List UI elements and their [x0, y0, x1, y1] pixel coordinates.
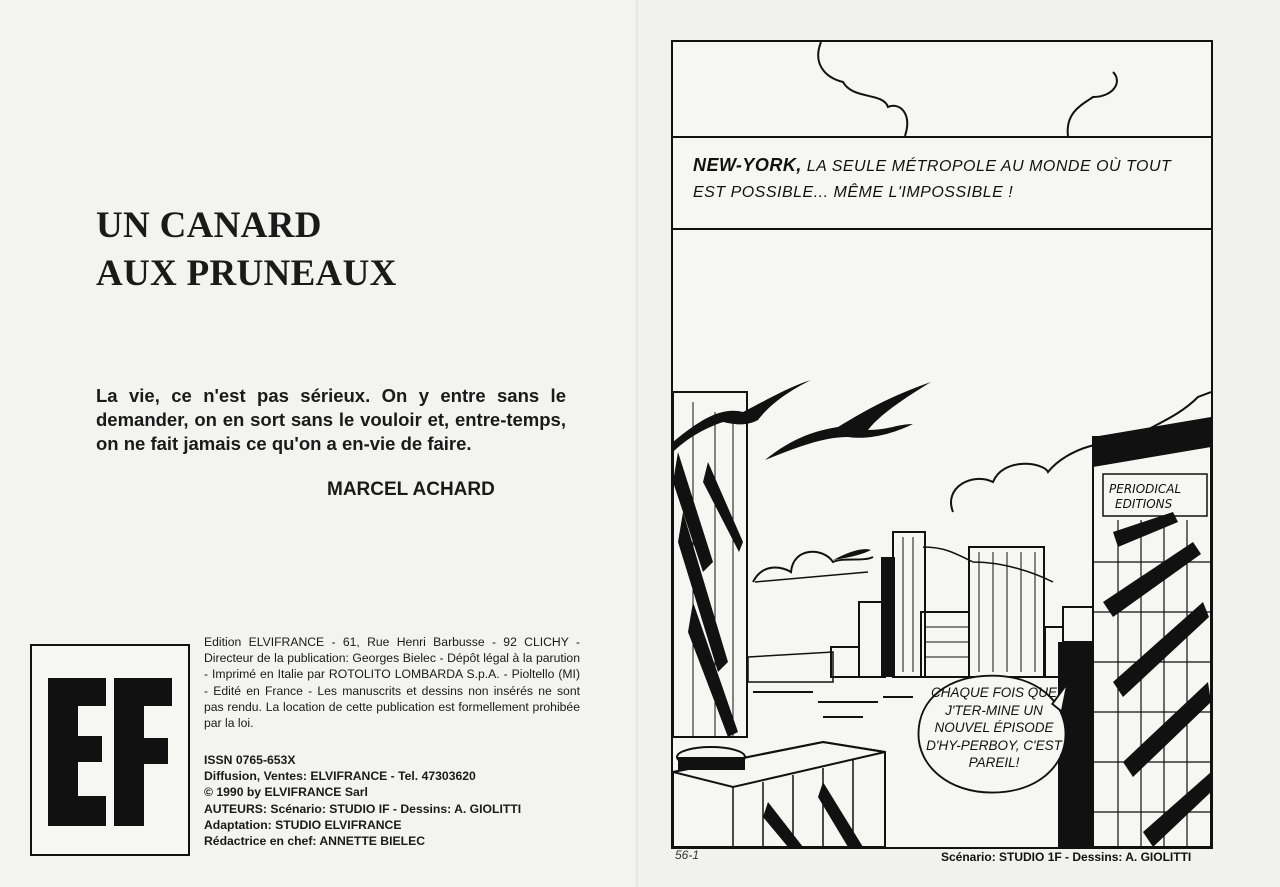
credit-adaptation: Adaptation: STUDIO ELVIFRANCE	[204, 817, 402, 832]
credit-authors: AUTEURS: Scénario: STUDIO IF - Dessins: A. GIOLITTI	[204, 801, 522, 816]
epigraph-quote: La vie, ce n'est pas sérieux. On y entre sans le demander, on en sort sans le vouloir et, entre-temps, on ne fait jamais ce qu'on a en-vie de faire.	[96, 385, 566, 454]
ef-logo-icon	[38, 656, 180, 842]
publisher-logo	[30, 644, 190, 856]
credit-copyright: © 1990 by ELVIFRANCE Sarl	[204, 785, 368, 800]
balloon-text: CHAQUE FOIS QUE J'TER-MINE UN NOUVEL ÉPISODE D'HY-PERBOY, C'EST PAREIL!	[926, 685, 1062, 770]
imprint-text: Edition ELVIFRANCE - 61, Rue Henri Barbusse - 92 CLICHY - Directeur de la publication: Georges Bielec - Dépôt légal à la parution - Imprimé en Italie par ROTOLITO LOMBARDA S.p.A. - Pioltello (MI) - Edité en France - Les manuscrits et dessins non insérés ne sont pas rendu. La location de cette publication est formellement prohibée par la loi.	[204, 635, 580, 731]
page-number: 56-1	[675, 848, 700, 862]
sign-line-1: PERIODICAL	[1109, 482, 1182, 496]
credit-diffusion: Diffusion, Ventes: ELVIFRANCE - Tel. 47303620	[204, 769, 476, 784]
story-title	[96, 202, 397, 298]
caption-rest: LA SEULE MÉTROPOLE AU MONDE OÙ TOUT EST POSSIBLE... MÊME L'IMPOSSIBLE !	[693, 158, 1172, 201]
title-line-2: AUX PRUNEAUX	[96, 253, 397, 294]
credits-block	[204, 752, 584, 849]
epigraph-author: MARCEL ACHARD	[327, 479, 495, 500]
sign-line-2: EDITIONS	[1115, 497, 1173, 511]
credit-editor: Rédactrice en chef: ANNETTE BIELEC	[204, 834, 425, 849]
footer-credit: Scénario: STUDIO 1F - Dessins: A. GIOLITTI	[941, 850, 1192, 864]
credit-issn: ISSN 0765-653X	[204, 753, 296, 767]
title-line-1: UN CANARD	[96, 205, 322, 246]
narration-caption	[693, 152, 1173, 206]
caption-lead: NEW-YORK,	[693, 155, 802, 175]
